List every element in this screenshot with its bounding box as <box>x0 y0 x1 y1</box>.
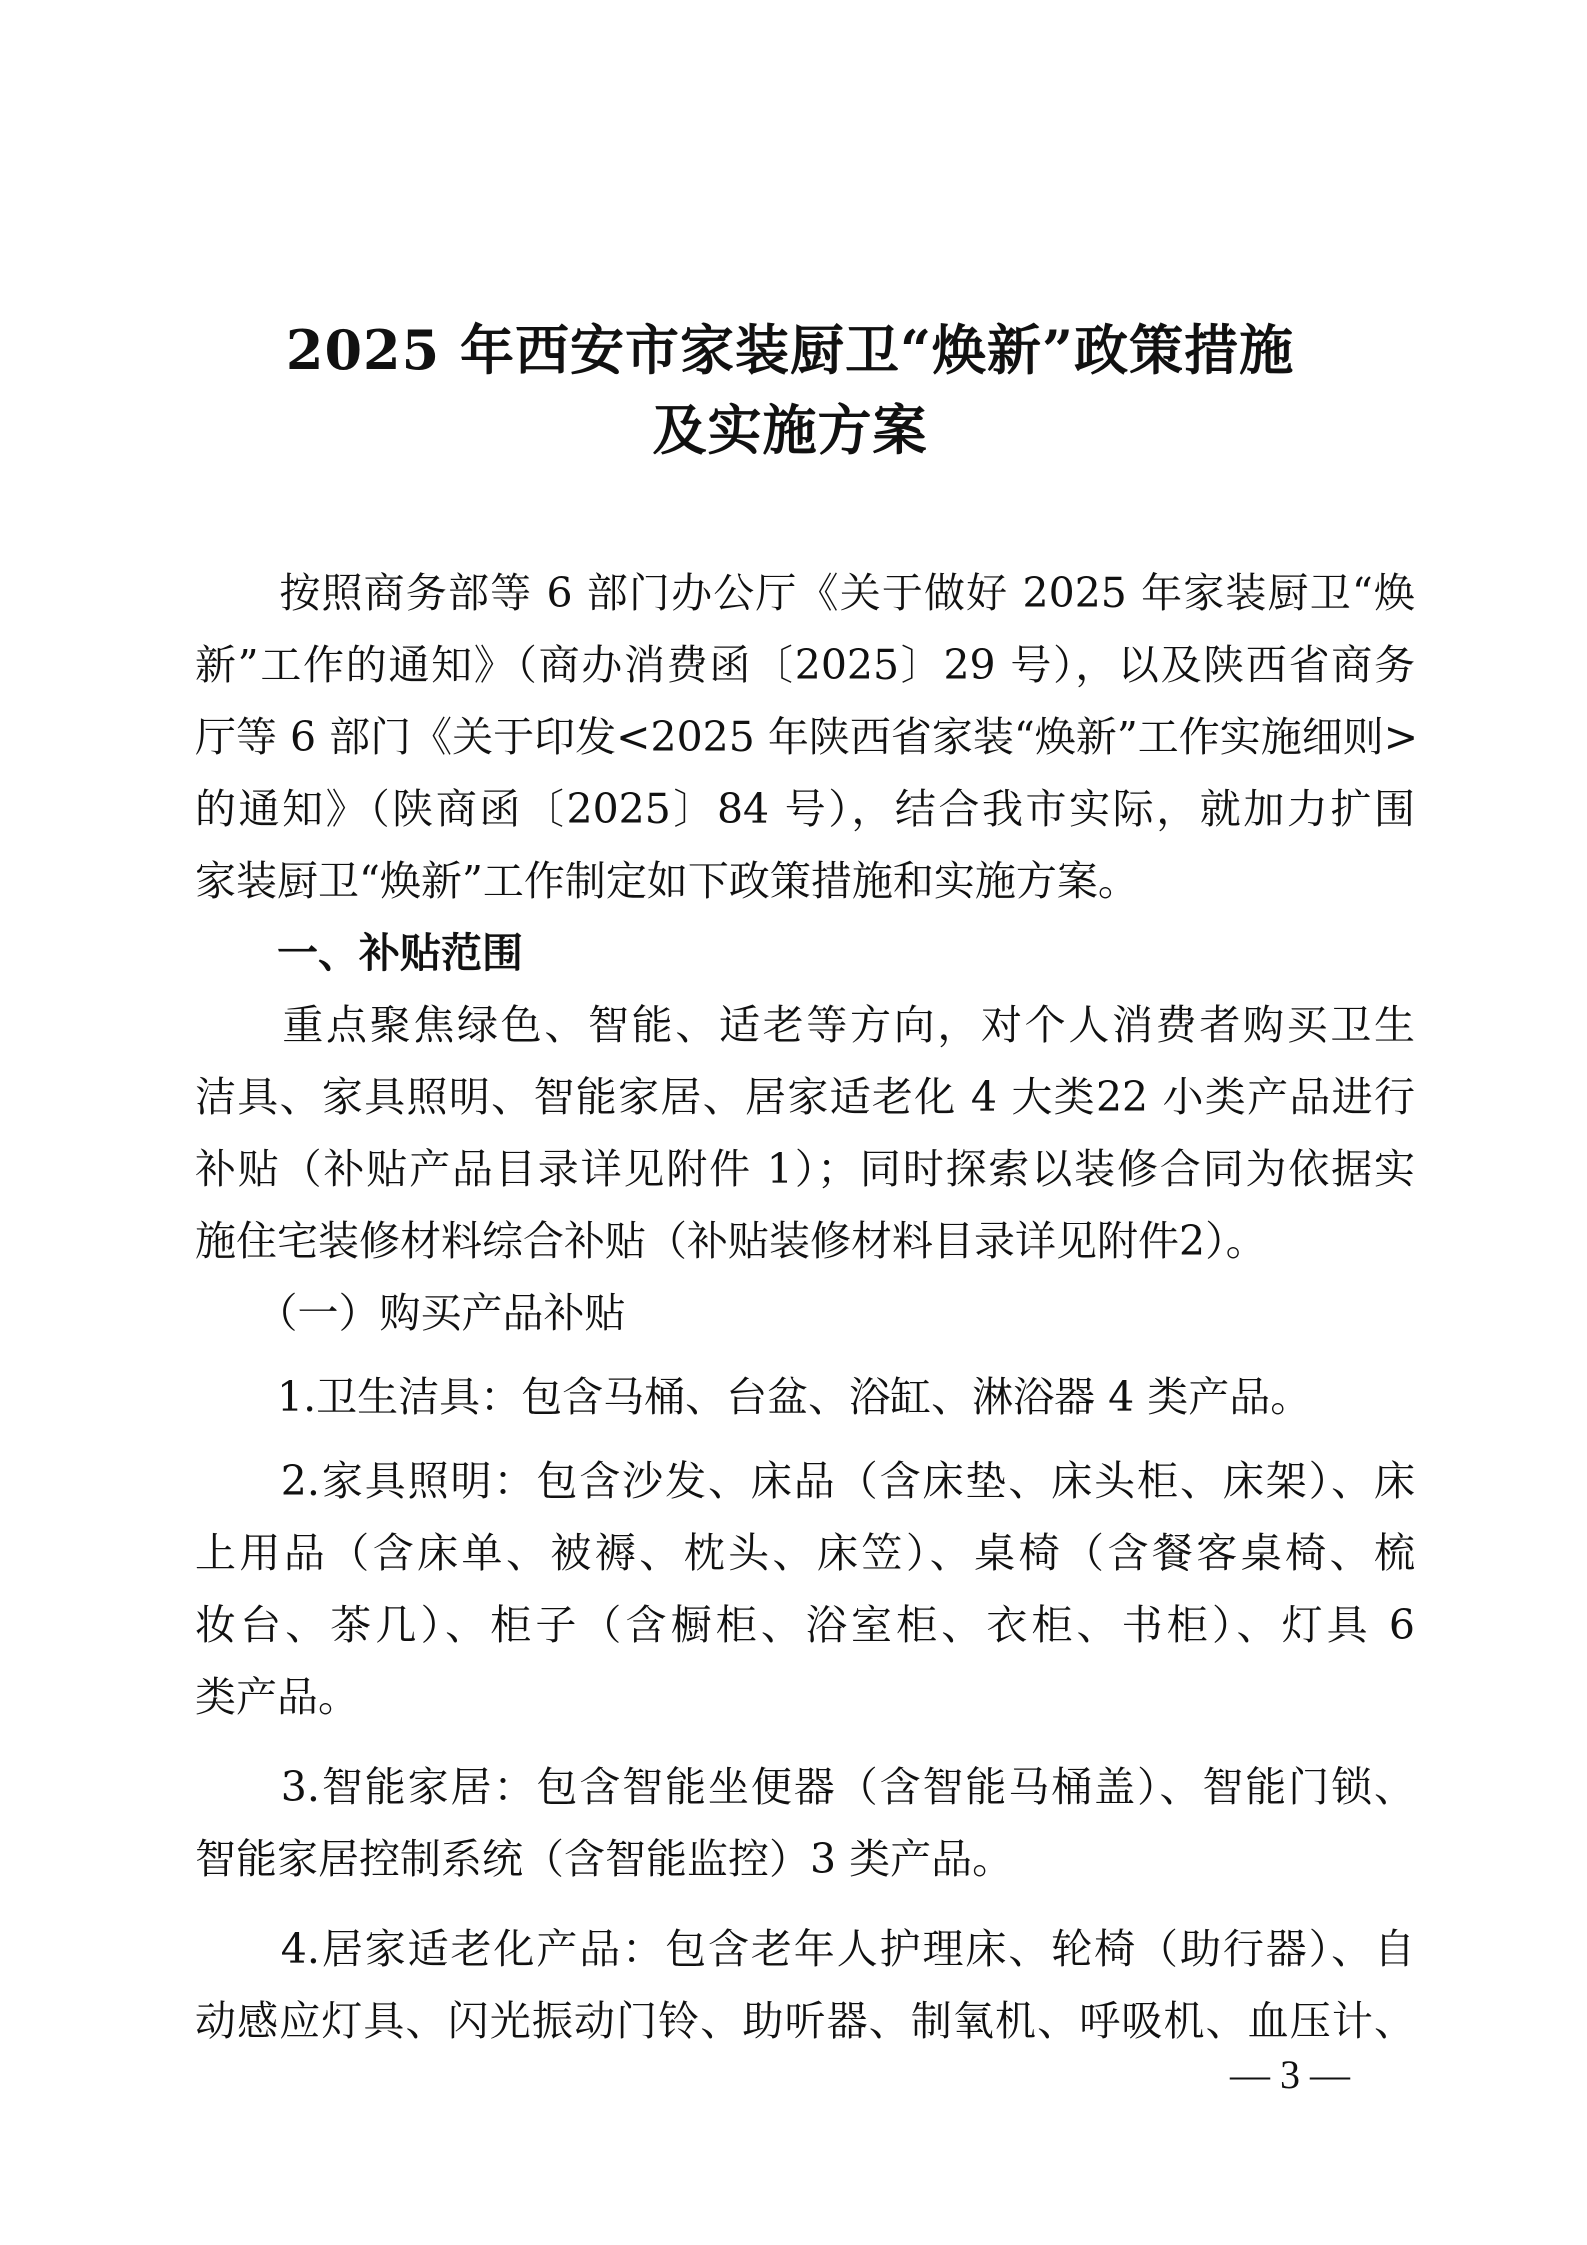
document-title-line-2: 及实施方案 <box>652 398 928 462</box>
text-line: 上用品（含床单、被褥、枕头、床笠）、桌椅（含餐客桌椅、梳 <box>195 1529 1415 1577</box>
section-heading-1: 一、补贴范围 <box>195 929 523 977</box>
text-line: 类产品。 <box>195 1673 359 1721</box>
document-title-line-1: 2025 年西安市家装厨卫“焕新”政策措施 <box>285 318 1295 382</box>
text-line: 按照商务部等 6 部门办公厅《关于做好 2025 年家装厨卫“焕 <box>195 569 1415 617</box>
text-line: 2.家具照明：包含沙发、床品（含床垫、床头柜、床架）、床 <box>195 1457 1415 1505</box>
text-line: 智能家居控制系统（含智能监控）3 类产品。 <box>195 1835 1014 1883</box>
text-line: 洁具、家具照明、智能家居、居家适老化 4 大类22 小类产品进行 <box>195 1073 1415 1121</box>
text-line: 补贴（补贴产品目录详见附件 1）；同时探索以装修合同为依据实 <box>195 1145 1415 1193</box>
text-line: 厅等 6 部门《关于印发<2025 年陕西省家装“焕新”工作实施细则> <box>195 713 1419 761</box>
text-line: 施住宅装修材料综合补贴（补贴装修材料目录详见附件2）。 <box>195 1217 1267 1265</box>
text-line: 重点聚焦绿色、智能、适老等方向，对个人消费者购买卫生 <box>195 1001 1415 1049</box>
text-line: 4.居家适老化产品：包含老年人护理床、轮椅（助行器）、自 <box>195 1925 1415 1973</box>
subsection-heading: （一）购买产品补贴 <box>195 1289 626 1337</box>
list-item-1: 1.卫生洁具：包含马桶、台盆、浴缸、淋浴器 4 类产品。 <box>195 1373 1312 1421</box>
text-line: 动感应灯具、闪光振动门铃、助听器、制氧机、呼吸机、血压计、 <box>195 1997 1415 2045</box>
text-line: 的通知》（陕商函〔2025〕84 号），结合我市实际，就加力扩围 <box>195 785 1415 833</box>
text-line: 家装厨卫“焕新”工作制定如下政策措施和实施方案。 <box>195 857 1139 905</box>
text-line: 新”工作的通知》（商办消费函〔2025〕29 号），以及陕西省商务 <box>195 641 1415 689</box>
text-line: 3.智能家居：包含智能坐便器（含智能马桶盖）、智能门锁、 <box>195 1763 1415 1811</box>
page-number: — 3 — <box>1230 2052 1350 2097</box>
text-line: 妆台、茶几）、柜子（含橱柜、浴室柜、衣柜、书柜）、灯具 6 <box>195 1601 1415 1649</box>
